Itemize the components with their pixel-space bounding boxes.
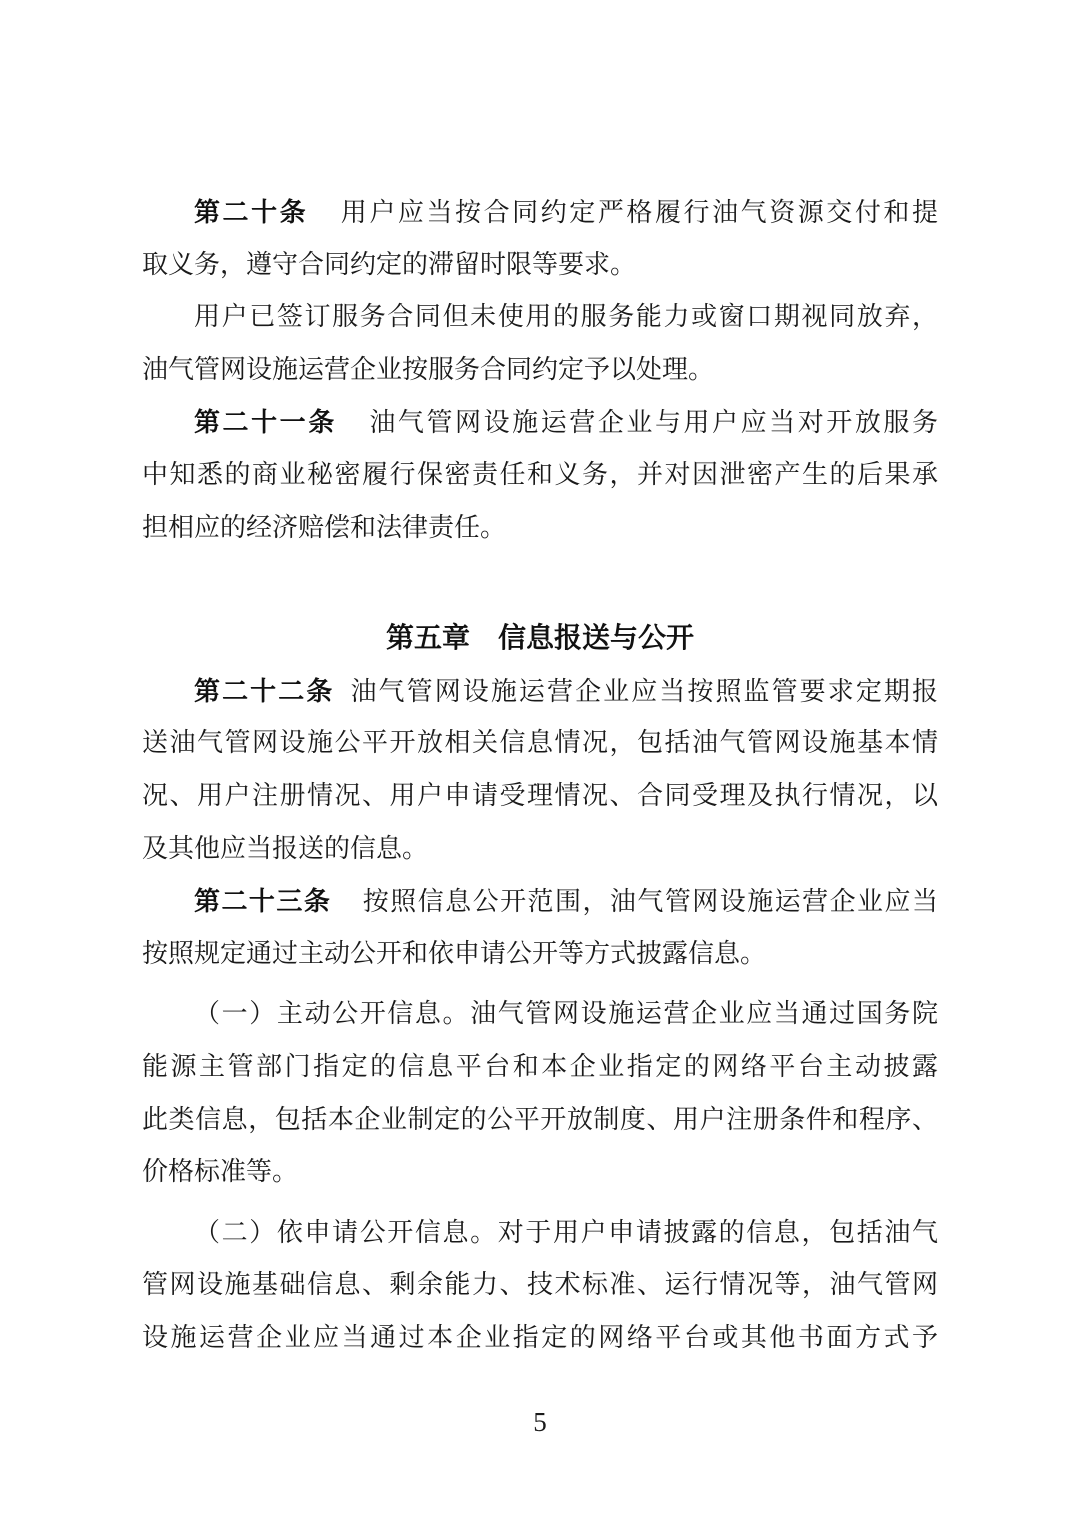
article-gap bbox=[331, 909, 361, 910]
paragraph bbox=[142, 875, 938, 980]
text-line bbox=[142, 449, 938, 502]
list-item-paragraph bbox=[142, 1207, 938, 1365]
paragraph bbox=[142, 396, 938, 554]
line-text: 油气管网设施运营企业按服务合同约定予以处理。 bbox=[142, 354, 715, 384]
text-line bbox=[142, 344, 938, 397]
line-text: 能源主管部门指定的信息平台和本企业指定的网络平台主动披露 bbox=[142, 1051, 938, 1081]
text-line bbox=[142, 1207, 938, 1260]
line-text: 担相应的经济赔偿和法律责任。 bbox=[142, 512, 507, 542]
text-line bbox=[142, 770, 938, 823]
article-line bbox=[142, 875, 938, 928]
article-gap bbox=[334, 699, 348, 700]
paragraph bbox=[142, 665, 938, 875]
line-text: 用户已签订服务合同但未使用的服务能力或窗口期视同放弃， bbox=[194, 302, 938, 332]
text-line bbox=[142, 239, 938, 292]
article-number: 第二十条 bbox=[194, 197, 309, 227]
article-gap bbox=[337, 430, 367, 431]
text-line bbox=[142, 928, 938, 981]
line-text: 设施运营企业应当通过本企业指定的网络平台或其他书面方式予 bbox=[142, 1322, 938, 1352]
text-line bbox=[142, 823, 938, 876]
text-line bbox=[142, 291, 938, 344]
article-line bbox=[142, 186, 938, 239]
text-line bbox=[142, 988, 938, 1041]
article-gap bbox=[308, 220, 338, 221]
line-text: 按照信息公开范围，油气管网设施运营企业应当 bbox=[361, 887, 938, 917]
line-text: 中知悉的商业秘密履行保密责任和义务，并对因泄密产生的后果承 bbox=[142, 459, 938, 489]
article-number: 第二十三条 bbox=[194, 886, 332, 917]
paragraph bbox=[142, 291, 938, 396]
line-text: 按照规定通过主动公开和依申请公开等方式披露信息。 bbox=[142, 938, 767, 968]
article-number: 第二十二条 bbox=[194, 675, 335, 706]
line-text: 油气管网设施运营企业与用户应当对开放服务 bbox=[366, 408, 938, 438]
document-content bbox=[142, 186, 938, 1364]
line-text: 送油气管网设施公平开放相关信息情况，包括油气管网设施基本情 bbox=[142, 728, 938, 758]
line-text: 此类信息，包括本企业制定的公平开放制度、用户注册条件和程序、 bbox=[142, 1104, 938, 1134]
text-line bbox=[142, 1094, 938, 1147]
line-text: （二）依申请公开信息。对于用户申请披露的信息，包括油气 bbox=[194, 1217, 938, 1247]
article-number: 第二十一条 bbox=[194, 407, 337, 438]
page-number: 5 bbox=[533, 1407, 547, 1437]
text-line bbox=[142, 1259, 938, 1312]
text-line bbox=[142, 1146, 938, 1199]
line-text: 价格标准等。 bbox=[142, 1157, 299, 1187]
article-line bbox=[142, 665, 938, 718]
line-text: 及其他应当报送的信息。 bbox=[142, 833, 429, 863]
line-text: 用户应当按合同约定严格履行油气资源交付和提 bbox=[338, 198, 938, 227]
text-line bbox=[142, 502, 938, 555]
paragraph bbox=[142, 186, 938, 291]
chapter-heading: 第五章 信息报送与公开 bbox=[385, 622, 694, 654]
line-text: 油气管网设施运营企业应当按照监管要求定期报 bbox=[348, 676, 938, 706]
text-line bbox=[142, 1312, 938, 1365]
text-line bbox=[142, 717, 938, 770]
list-item-paragraph bbox=[142, 988, 938, 1198]
line-text: 管网设施基础信息、剩余能力、技术标准、运行情况等，油气管网 bbox=[142, 1270, 938, 1300]
line-text: （一）主动公开信息。油气管网设施运营企业应当通过国务院 bbox=[194, 999, 938, 1029]
article-line bbox=[142, 396, 938, 449]
line-text: 况、用户注册情况、用户申请受理情况、合同受理及执行情况，以 bbox=[142, 780, 938, 810]
line-text: 取义务，遵守合同约定的滞留时限等要求。 bbox=[142, 249, 637, 279]
text-line bbox=[142, 1041, 938, 1094]
